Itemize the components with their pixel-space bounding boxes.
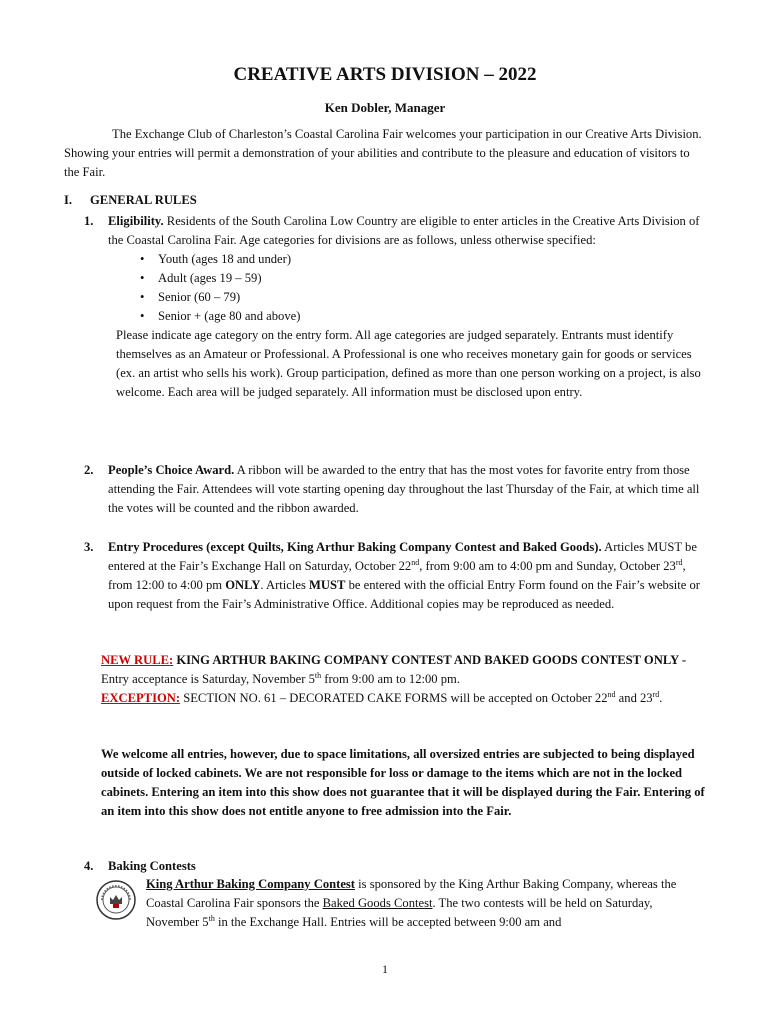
rule-text: Residents of the South Carolina Low Country are eligible to enter articles in the Creative Arts Division of the Coastal Carolina Fair. Age categories for divisions are as follows, unless otherwise specified:: [108, 214, 700, 247]
new-rule-label: NEW RULE:: [101, 653, 174, 667]
king-arthur-logo-icon: [96, 880, 136, 920]
rule-peoples-choice: [84, 461, 706, 518]
rule-number: 2.: [84, 463, 94, 477]
new-rule-paragraph: NEW RULE: KING ARTHUR BAKING COMPANY CONTEST AND BAKED GOODS CONTEST ONLY - Entry acceptance is Saturday, November 5th from 9:00 am to 12:00 pm. EXCEPTION: SECTION NO. 61 – DECORATED CAKE FORMS will be accepted on October 22nd and 23rd.: [101, 653, 687, 705]
rule-label: Eligibility.: [108, 214, 164, 228]
manager-name: Ken Dobler, Manager: [324, 100, 446, 115]
rule-label: People’s Choice Award.: [108, 463, 235, 477]
exception-label: EXCEPTION:: [101, 691, 181, 705]
list-item: • Senior (60 – 79): [140, 290, 241, 304]
king-arthur-contest-name: King Arthur Baking Company Contest: [146, 877, 356, 891]
rule-eligibility: [84, 212, 706, 402]
eligibility-details: Please indicate age category on the entry form. All age categories are judged separately. Entrants must identify themselves as an Amateur or Professional. A Professional is one who receives monetary gain for goods or services (ex. an artist who sells his work). Group participation, defined as more than one person working on a project, is also welcome. Each area will be judged separately. All information must be disclosed upon entry.: [116, 328, 701, 399]
page-title: CREATIVE ARTS DIVISION – 2022: [233, 64, 537, 85]
list-item: • Adult (ages 19 – 59): [140, 271, 262, 285]
section-title: GENERAL RULES: [90, 193, 197, 207]
intro-paragraph: [64, 125, 704, 182]
rule-text: A ribbon will be awarded to the entry that has the most votes for favorite entry from those attending the Fair. Attendees will vote starting opening day throughout the last Thursday of the Fair, at which time all the votes will be counted and the ribbon awarded.: [108, 463, 700, 515]
rule-number: 4.: [84, 859, 94, 873]
section-heading-general-rules: [64, 193, 197, 208]
list-item: • Youth (ages 18 and under): [140, 252, 292, 266]
section-number: I.: [64, 193, 73, 207]
rule-label: Entry Procedures (except Quilts, King Arthur Baking Company Contest and Baked Goods).: [108, 540, 602, 554]
rule-number: 1.: [84, 214, 94, 228]
page-number: 1: [382, 962, 388, 976]
rule-label: Baking Contests: [108, 859, 196, 873]
baking-contests-text: King Arthur Baking Company Contest is sponsored by the King Arthur Baking Company, whereas the Coastal Carolina Fair sponsors the Baked Goods Contest. The two contests will be held on Saturday, November 5th in the Exchange Hall. Entries will be accepted between 9:00 am and: [146, 877, 677, 929]
baked-goods-contest-name: Baked Goods Contest: [322, 896, 433, 910]
intro-text: The Exchange Club of Charleston’s Coastal Carolina Fair welcomes your participation in our Creative Arts Division. Showing your entries will permit a demonstration of your abilities and contribute to the pleasure and education of visitors to the Fair.: [64, 127, 702, 179]
list-item: • Senior + (age 80 and above): [140, 309, 301, 323]
space-limitations-notice: We welcome all entries, however, due to space limitations, all oversized entries are subjected to being displayed outside of locked cabinets. We are not responsible for loss or damage to the items which are not in the locked cabinets. Entering an item into this show does not guarantee that it will be displayed during the Fair. Entering of an item into this show does not entitle anyone to free admission into the Fair.: [101, 747, 705, 818]
rule-number: 3.: [84, 540, 94, 554]
rule-baking-contests: [84, 857, 706, 876]
rule-entry-procedures: 3. Entry Procedures (except Quilts, King Arthur Baking Company Contest and Baked Goods). Articles MUST be entered at the Fair’s Exchange Hall on Saturday, October 22nd, from 9:00 am to 4:00 pm and Sunday, October 23rd, from 12:00 to 4:00 pm ONLY. Articles MUST be entered with the official Entry Form found on the Fair’s website or upon request from the Fair’s Administrative Office. Additional copies may be reproduced as needed.: [84, 540, 700, 611]
age-category-list: [108, 250, 706, 326]
